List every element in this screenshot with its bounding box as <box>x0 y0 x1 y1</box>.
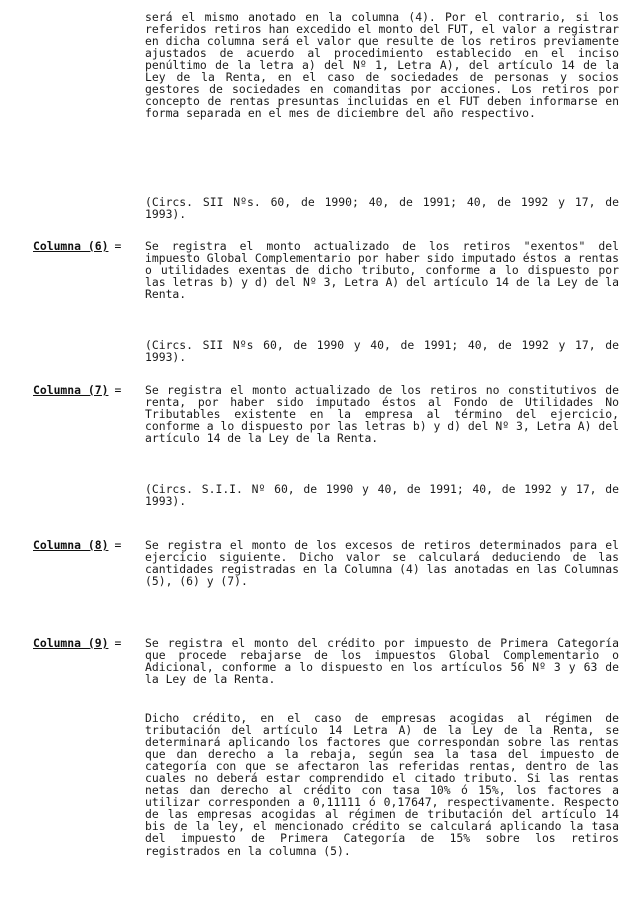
column-6-equals: = <box>114 239 122 253</box>
column-6-name: Columna (6) <box>33 239 109 253</box>
column-7-equals: = <box>114 383 122 397</box>
column-6-description: Se registra el monto actualizado de los retiros "exentos" del impuesto Global Complementario por haber sido imputado éstos a rentas o utilidades exentas de dicho tributo, conforme a lo dispuesto por las letras b) y d) del Nº 3, Letra A) del artículo 14 de la Ley de la Renta. <box>145 239 619 302</box>
continuation-paragraph: será el mismo anotado en la columna (4). Por el contrario, si los referidos retiros han excedido el monto del FUT, el valor a registrar en dicha columna será el valor que resulte de los retiros previamente ajustados de acuerdo al procedimiento establecido en el inciso penúltimo de la letra a) del Nº 1, Letra A), del artículo 14 de la Ley de la Renta, en el caso de sociedades de personas y socios gestores de sociedades en comanditas por acciones. Los retiros por concepto de rentas presuntas incluidas en el FUT deben informarse en forma separada en el mes de diciembre del año respectivo. <box>145 10 619 121</box>
column-9-explanation: Dicho crédito, en el caso de empresas acogidas al régimen de tributación del artículo 14 Letra A) de la Ley de la Renta, se determinará aplicando los factores que correspondan sobre las rentas que dan derecho a la rebaja, según sea la tasa del impuesto de categoría con que se afectaron las referidas rentas, dentro de las cuales no deberá estar comprendido el citado tributo. Si las rentas netas dan derecho al crédito con tasa 10% ó 15%, los factores a utilizar corresponden a 0,11111 ó 0,17647, respectivamente. Respecto de las empresas acogidas al régimen de tributación del artículo 14 bis de la ley, el mencionado crédito se calculará aplicando la tasa del impuesto de Primera Categoría de 15% sobre los retiros registrados en la columna (5). <box>145 711 619 858</box>
column-9-name: Columna (9) <box>33 636 109 650</box>
column-9-equals: = <box>114 636 122 650</box>
column-7-reference: (Circs. S.I.I. Nº 60, de 1990 y 40, de 1991; 40, de 1992 y 17, de 1993). <box>145 482 619 509</box>
column-7-name: Columna (7) <box>33 383 109 397</box>
column-6-label <box>33 240 121 252</box>
column-8-equals: = <box>114 538 122 552</box>
column-7-description: Se registra el monto actualizado de los retiros no constitutivos de renta, por haber sido imputado éstos al Fondo de Utilidades No Tributables existente en la empresa al término del ejercicio, conforme a lo dispuesto por las letras b) y d) del Nº 3, Letra A) del artículo 14 de la Ley de la Renta. <box>145 383 619 446</box>
column-8-description: Se registra el monto de los excesos de retiros determinados para el ejercicio siguiente. Dicho valor se calculará deduciendo de las cantidades registradas en la Columna (4) las anotadas en las Columnas (5), (6) y (7). <box>145 538 619 589</box>
column-6-reference: (Circs. SII Nºs 60, de 1990 y 40, de 1991; 40, de 1992 y 17, de 1993). <box>145 338 619 365</box>
column-7-label <box>33 384 121 396</box>
column-9-description: Se registra el monto del crédito por impuesto de Primera Categoría que procede rebajarse de los impuestos Global Complementario o Adicional, conforme a lo dispuesto en los artículos 56 Nº 3 y 63 de la Ley de la Renta. <box>145 636 619 687</box>
continuation-reference: (Circs. SII Nºs. 60, de 1990; 40, de 1991; 40, de 1992 y 17, de 1993). <box>145 195 619 222</box>
column-9-label <box>33 637 121 649</box>
column-8-name: Columna (8) <box>33 538 109 552</box>
column-8-label <box>33 539 121 551</box>
